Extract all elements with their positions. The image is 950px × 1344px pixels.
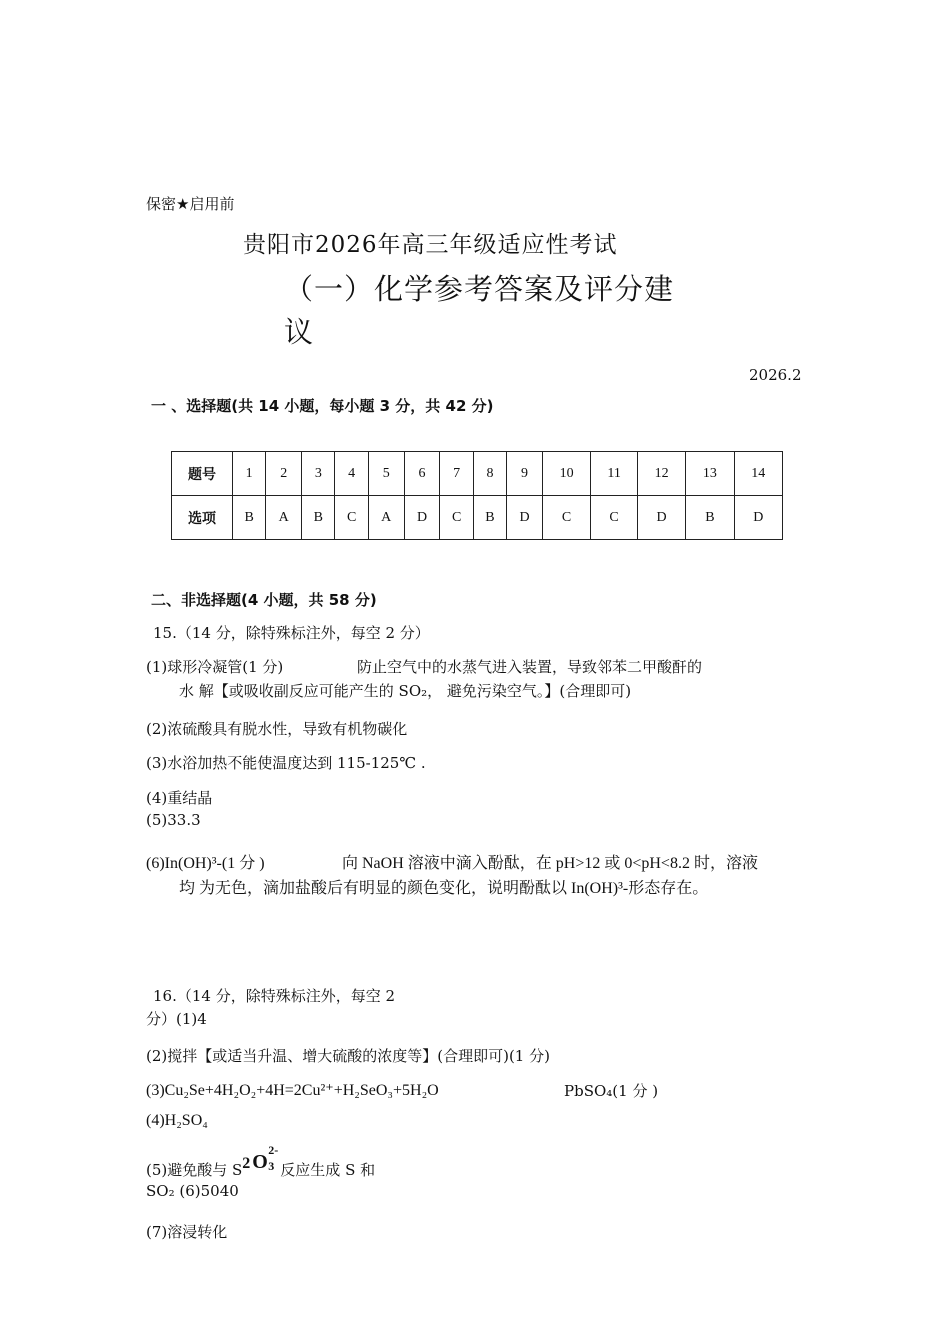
- section2-heading: 二、非选择题(4 小题，共 58 分): [151, 591, 377, 609]
- question-number: 1: [233, 452, 266, 496]
- answer-cell: C: [335, 496, 368, 540]
- q15-answer-6c: 均 为无色，滴加盐酸后有明显的颜色变化，说明酚酞以 In(OH)³-形态存在。: [179, 880, 709, 897]
- q15-answer-1b: 防止空气中的水蒸气进入装置，导致邻苯二甲酸酐的: [357, 658, 703, 676]
- answer-table: [171, 451, 783, 540]
- q16-answer-4: (4)H₂SO₄: [146, 1112, 208, 1129]
- row-header: 选项: [172, 496, 233, 540]
- q15-answer-1a: (1)球形冷凝管(1 分): [146, 658, 284, 676]
- q15-answer-1c: 水 解【或吸收副反应可能产生的 SO₂， 避免污染空气。】(合理即可): [179, 682, 632, 700]
- question-number: 2: [266, 452, 302, 496]
- table-row: [172, 496, 783, 540]
- answer-cell: B: [473, 496, 506, 540]
- question-number: 11: [591, 452, 638, 496]
- table-row: [172, 452, 783, 496]
- section1-heading: 一 、选择题(共 14 小题，每小题 3 分，共 42 分): [151, 397, 494, 415]
- doc-title: （一）化学参考答案及评分建: [284, 272, 675, 306]
- answer-cell: B: [233, 496, 266, 540]
- answer-cell: D: [734, 496, 782, 540]
- question-number: 5: [368, 452, 404, 496]
- doc-date: 2026.2: [749, 366, 802, 384]
- question-number: 7: [440, 452, 473, 496]
- q16-answer-5b: SO₂ (6)5040: [146, 1182, 239, 1200]
- answer-cell: B: [686, 496, 734, 540]
- q16-answer-3a: (3)Cu₂Se+4H₂O₂+4H=2Cu²⁺+H₂SeO₃+5H₂O: [146, 1082, 439, 1099]
- q15-answer-4: (4)重结晶: [146, 789, 213, 807]
- q16-answer-5a: [146, 1143, 376, 1180]
- q15-answer-6a: (6)In(OH)³-(1 分 ): [146, 855, 265, 872]
- question-number: 14: [734, 452, 782, 496]
- answer-cell: A: [368, 496, 404, 540]
- question-number: 4: [335, 452, 368, 496]
- q15-answer-3: (3)水浴加热不能使温度达到 115-125℃ .: [146, 754, 426, 772]
- q15-answer-5: (5)33.3: [146, 811, 201, 829]
- answer-cell: A: [266, 496, 302, 540]
- q15-answer-6b: 向 NaOH 溶液中滴入酚酞，在 pH>12 或 0<pH<8.2 时，溶液: [342, 855, 758, 872]
- question-number: 6: [404, 452, 440, 496]
- question-number: 10: [542, 452, 590, 496]
- answer-cell: D: [404, 496, 440, 540]
- answer-cell: D: [507, 496, 543, 540]
- q16-title: 16.（14 分，除特殊标注外，每空 2: [153, 987, 396, 1005]
- q16-answer-5-suffix: 反应生成 S 和: [280, 1161, 376, 1179]
- exam-title: 贵阳市2026年高三年级适应性考试: [243, 232, 618, 258]
- confidential-label: 保密★启用前: [146, 195, 235, 213]
- q15-title: 15.（14 分，除特殊标注外，每空 2 分）: [153, 624, 430, 642]
- q15-answer-2: (2)浓硫酸具有脱水性，导致有机物碳化: [146, 720, 408, 738]
- q16-answer-5-prefix: (5)避免酸与 S: [146, 1161, 243, 1179]
- answer-cell: C: [440, 496, 473, 540]
- q16-title-cont: 分）(1)4: [146, 1010, 207, 1028]
- thiosulfate-formula: 2 O 3 2-: [242, 1143, 279, 1173]
- question-number: 3: [302, 452, 335, 496]
- question-number: 8: [473, 452, 506, 496]
- answer-cell: C: [591, 496, 638, 540]
- question-number: 13: [686, 452, 734, 496]
- q16-answer-3b: PbSO₄(1 分 ): [564, 1082, 659, 1100]
- q16-answer-2: (2)搅拌【或适当升温、增大硫酸的浓度等】(合理即可)(1 分): [146, 1047, 550, 1065]
- doc-title-cont: 议: [284, 315, 314, 349]
- q16-answer-7: (7)溶浸转化: [146, 1223, 228, 1241]
- question-number: 9: [507, 452, 543, 496]
- row-header: 题号: [172, 452, 233, 496]
- answer-cell: D: [637, 496, 685, 540]
- answer-cell: C: [542, 496, 590, 540]
- question-number: 12: [637, 452, 685, 496]
- answer-cell: B: [302, 496, 335, 540]
